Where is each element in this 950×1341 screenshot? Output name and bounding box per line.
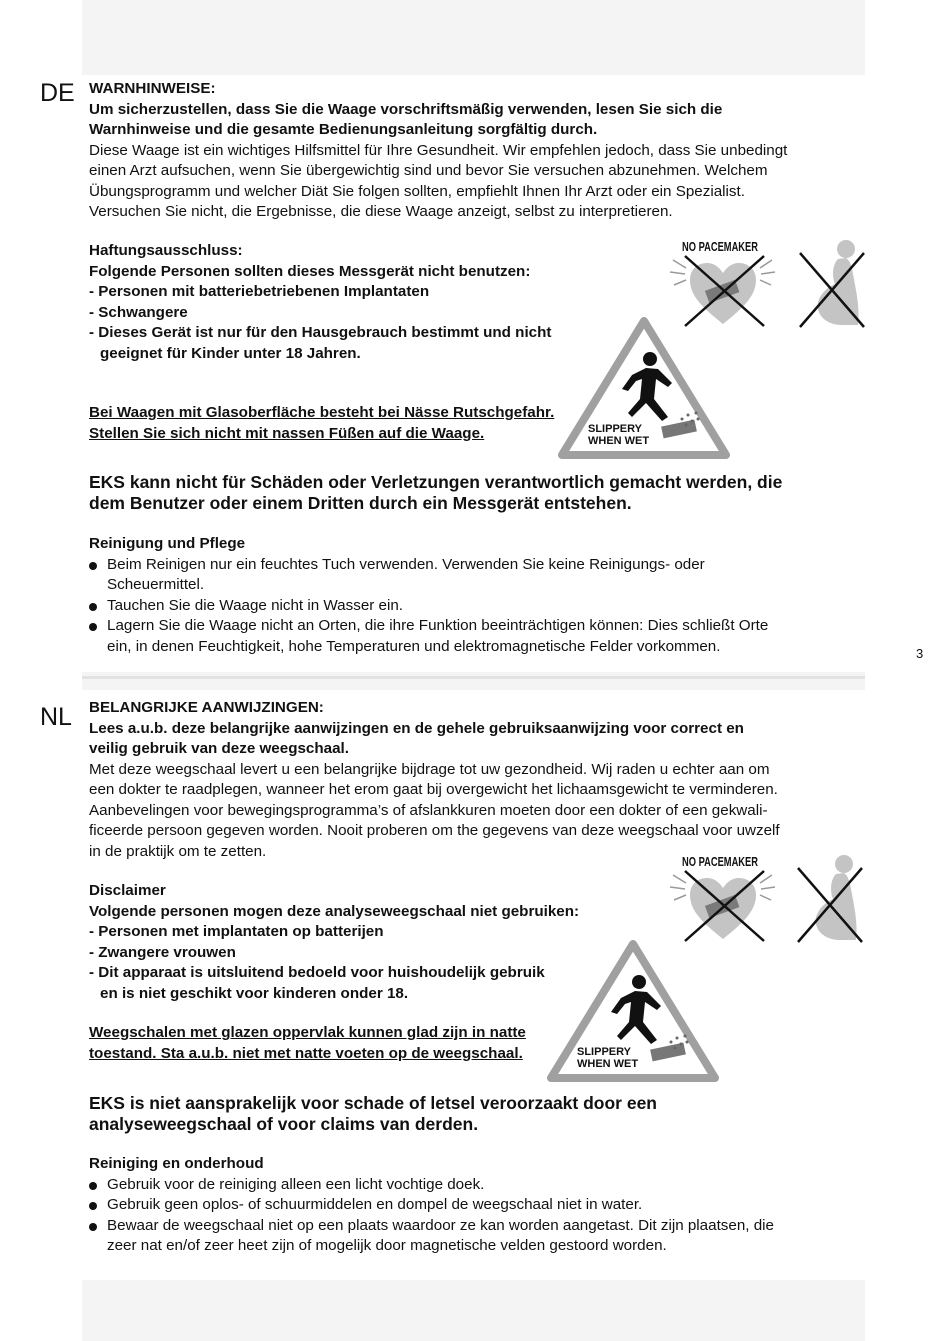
de-liability-notice — [89, 472, 859, 514]
no-pacemaker-label: NO PACEMAKER — [682, 240, 758, 254]
no-pacemaker-icon — [668, 851, 780, 947]
nl-warning-title: BELANGRIJKE AANWIJZINGEN: — [89, 699, 324, 716]
nl-disclaimer-block — [89, 881, 609, 1004]
de-warning-title: WARNHINWEISE: — [89, 80, 216, 97]
list-item: Gebruik voor de reiniging alleen een licht vochtige doek. — [89, 1175, 869, 1196]
de-disclaimer-line: - Personen mit batteriebetriebenen Implantaten — [89, 283, 430, 300]
bullet-icon — [89, 603, 97, 611]
language-code-de: DE — [40, 79, 75, 107]
nl-glass-warning-line: toestand. Sta a.u.b. niet met natte voeten op de weegschaal. — [89, 1044, 523, 1062]
de-glass-warning-line: Stellen Sie sich nicht mit nassen Füßen auf die Waage. — [89, 424, 485, 442]
list-item: Beim Reinigen nur ein feuchtes Tuch verwenden. Verwenden Sie keine Reinigungs- oder Scheuermittel. — [89, 555, 859, 596]
de-warning-text-line: Diese Waage ist ein wichtiges Hilfsmittel für Ihre Gesundheit. Wir empfehlen jedoch, dass Sie unbedingt — [89, 141, 788, 159]
de-disclaimer-line: - Schwangere — [89, 303, 188, 321]
language-code-nl: NL — [40, 703, 72, 731]
slippery-when-wet-icon — [547, 938, 719, 1082]
de-warning-text-line: Versuchen Sie nicht, die Ergebnisse, die diese Waage anzeigt, selbst zu interpretieren. — [89, 203, 673, 220]
nl-disclaimer-line: en is niet geschikt voor kinderen onder 18. — [100, 984, 409, 1002]
de-disclaimer-line: geeignet für Kinder unter 18 Jahren. — [100, 344, 361, 362]
de-care-list — [89, 555, 859, 658]
nl-disclaimer-line: - Personen met implantaten op batterijen — [89, 923, 384, 940]
slippery-label-line1: SLIPPERY — [577, 1046, 631, 1058]
de-warning-block — [89, 79, 869, 223]
slippery-label-line2: WHEN WET — [577, 1058, 639, 1070]
nl-warning-text-line: ficeerde persoon gegeven worden. Nooit proberen om the gegevens van deze weegschaal voor uwzelf — [89, 822, 780, 839]
nl-glass-warning-line: Weegschalen met glazen oppervlak kunnen glad zijn in natte — [89, 1024, 526, 1041]
nl-warning-bold-line: Lees a.u.b. deze belangrijke aanwijzingen en de gehele gebruiksaanwijzing voor correct en — [89, 719, 744, 737]
de-glass-warning — [89, 403, 569, 444]
nl-liability-line: EKS is niet aansprakelijk voor schade of letsel veroorzaakt door een — [89, 1093, 657, 1113]
de-warning-bold-line: Warnhinweise und die gesamte Bedienungsanleitung sorgfältig durch. — [89, 121, 598, 138]
bullet-icon — [89, 1223, 97, 1231]
de-disclaimer-title: Haftungsausschluss: — [89, 242, 243, 259]
section-divider — [82, 676, 865, 679]
slippery-label-line2: WHEN WET — [588, 435, 650, 447]
de-disclaimer-line: - Dieses Gerät ist nur für den Hausgebrauch bestimmt und nicht — [89, 324, 552, 341]
nl-warning-bold-line: veilig gebruik van deze weegschaal. — [89, 740, 349, 757]
nl-care-title: Reiniging en onderhoud — [89, 1155, 264, 1172]
bullet-icon — [89, 1202, 97, 1210]
list-item: Gebruik geen oplos- of schuurmiddelen en dompel de weegschaal niet in water. — [89, 1195, 869, 1216]
list-item: Bewaar de weegschaal niet op een plaats waardoor ze kan worden aangetast. Dit zijn plaatsen, die zeer nat en/of zeer heet zijn of mogelijk door magnetische velden gestoord worden. — [89, 1216, 869, 1257]
no-pacemaker-label: NO PACEMAKER — [682, 855, 758, 869]
de-liability-line: EKS kann nicht für Schäden oder Verletzungen verantwortlich gemacht werden, die — [89, 472, 783, 492]
nl-disclaimer-title: Disclaimer — [89, 882, 166, 899]
nl-disclaimer-line: - Dit apparaat is uitsluitend bedoeld voor huishoudelijk gebruik — [89, 964, 545, 981]
list-item: Lagern Sie die Waage nicht an Orten, die ihre Funktion beeinträchtigen können: Dies schließt Orte ein, in denen Feuchtigkeit, hohe Temperaturen und elektromagnetische Felder vorkommen. — [89, 616, 859, 657]
nl-warning-text-line: Aanbevelingen voor bewegingsprogramma’s of afslankkuren moeten door een dokter of een gekwali- — [89, 801, 768, 819]
de-liability-line: dem Benutzer oder einem Dritten durch ein Messgerät entstehen. — [89, 493, 632, 513]
de-disclaimer-line: Folgende Personen sollten dieses Messgerät nicht benutzen: — [89, 262, 531, 280]
slippery-when-wet-icon — [558, 315, 730, 459]
de-care-block — [89, 534, 859, 657]
nl-warning-text-line: in de praktijk om te zetten. — [89, 842, 267, 860]
no-pregnant-icon — [796, 237, 868, 329]
nl-liability-notice — [89, 1093, 859, 1135]
nl-warning-block — [89, 698, 869, 862]
list-item: Tauchen Sie die Waage nicht in Wasser ein. — [89, 596, 859, 617]
nl-care-block — [89, 1154, 869, 1257]
nl-disclaimer-line: - Zwangere vrouwen — [89, 943, 236, 961]
bullet-icon — [89, 1182, 97, 1190]
bullet-icon — [89, 623, 97, 631]
de-warning-text-line: einen Arzt aufsuchen, wenn Sie übergewichtig sind und bevor Sie versuchen abzunehmen. Welchem — [89, 162, 768, 179]
nl-liability-line: analyseweegschaal of voor claims van derden. — [89, 1114, 479, 1134]
nl-disclaimer-line: Volgende personen mogen deze analyseweegschaal niet gebruiken: — [89, 902, 580, 920]
no-pregnant-icon — [794, 852, 866, 944]
de-warning-bold-line: Um sicherzustellen, dass Sie die Waage vorschriftsmäßig verwenden, lesen Sie sich die — [89, 100, 723, 118]
nl-glass-warning — [89, 1023, 549, 1064]
de-glass-warning-line: Bei Waagen mit Glasoberfläche besteht bei Nässe Rutschgefahr. — [89, 404, 555, 421]
slippery-label-line1: SLIPPERY — [588, 423, 642, 435]
de-warning-text-line: Übungsprogramm und welcher Diät Sie folgen sollten, empfiehlt Ihnen Ihr Arzt oder ein Spezialist. — [89, 182, 745, 200]
de-care-title: Reinigung und Pflege — [89, 535, 246, 552]
page-number: 3 — [916, 646, 924, 661]
nl-warning-text-line: Met deze weegschaal levert u een belangrijke bijdrage tot uw gezondheid. Wij raden u echter aan om — [89, 760, 770, 778]
de-disclaimer-block — [89, 241, 609, 364]
nl-care-list — [89, 1175, 869, 1257]
nl-warning-text-line: een dokter te raadplegen, wanneer het erom gaat bij overgewicht het lichaamsgewicht te verminderen. — [89, 781, 778, 798]
bullet-icon — [89, 562, 97, 570]
